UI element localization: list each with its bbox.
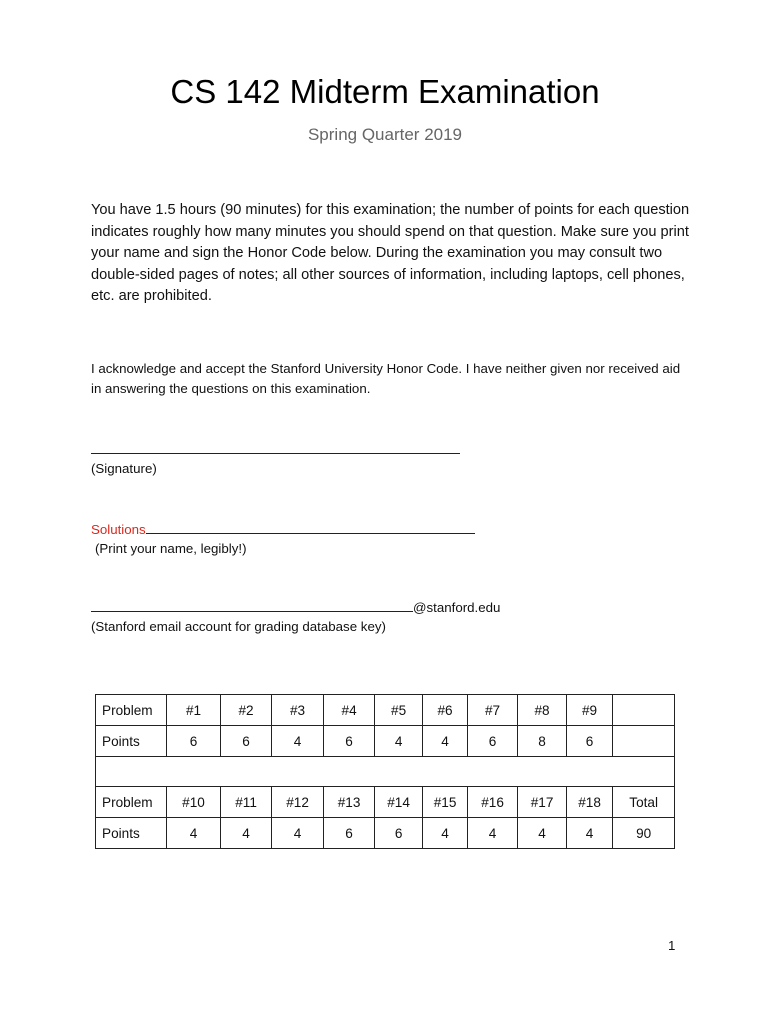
points-cell: 4 [271,818,324,849]
problem-cell: #13 [324,787,375,818]
points-cell [613,726,675,757]
page-title: CS 142 Midterm Examination [170,73,600,110]
problem-cell: #7 [467,695,518,726]
table-row [96,787,675,818]
email-suffix: @stanford.edu [413,600,501,615]
points-cell: 4 [518,818,567,849]
name-blank[interactable] [146,520,475,534]
points-cell: 4 [566,818,612,849]
page-subtitle: Spring Quarter 2019 [307,125,463,144]
problem-label: Problem [96,695,167,726]
table-row [96,818,675,849]
points-cell: 4 [221,818,272,849]
email-blank[interactable] [91,598,413,612]
points-cell: 6 [467,726,518,757]
problem-cell: #14 [374,787,423,818]
points-cell: 8 [518,726,567,757]
problem-cell: #17 [518,787,567,818]
problem-cell: #9 [566,695,612,726]
points-cell: 4 [166,818,221,849]
problem-cell: #11 [221,787,272,818]
points-cell: 4 [423,726,467,757]
total-label-cell: Total [613,787,675,818]
points-cell: 4 [271,726,324,757]
points-cell: 4 [423,818,467,849]
points-label: Points [96,818,167,849]
problem-cell: #15 [423,787,467,818]
exam-instructions: You have 1.5 hours (90 minutes) for this examination; the number of points for each question indicates roughly how many minutes you should spend on that question. Make sure you print your name and sign the Honor Code below. During the examination you may consult two double-sided pages of notes; all other sources of information, including laptops, cell phones, etc. are prohibited. [91,202,690,305]
problem-cell: #6 [423,695,467,726]
spacer-cell [96,757,675,787]
points-cell: 6 [166,726,221,757]
problem-cell: #2 [221,695,272,726]
problem-cell: #4 [324,695,375,726]
points-cell: 6 [566,726,612,757]
signature-line[interactable] [91,440,460,459]
problem-label: Problem [96,787,167,818]
signature-caption: (Signature) [91,461,157,476]
points-cell: 4 [467,818,518,849]
table-row [96,726,675,757]
problem-cell: #16 [467,787,518,818]
problem-cell: #5 [374,695,423,726]
problem-cell: #8 [518,695,567,726]
points-cell: 4 [374,726,423,757]
page-number: 1 [668,938,676,953]
problem-cell: #3 [271,695,324,726]
problem-cell: #1 [166,695,221,726]
total-points-cell: 90 [613,818,675,849]
points-label: Points [96,726,167,757]
email-caption: (Stanford email account for grading database key) [91,619,386,634]
problem-cell [613,695,675,726]
table-row [96,695,675,726]
points-cell: 6 [324,726,375,757]
name-caption: (Print your name, legibly!) [95,541,247,556]
points-cell: 6 [221,726,272,757]
name-value: Solutions [91,522,146,537]
problem-cell: #18 [566,787,612,818]
points-table [95,694,675,849]
problem-cell: #10 [166,787,221,818]
points-cell: 6 [374,818,423,849]
problem-cell: #12 [271,787,324,818]
honor-code-statement: I acknowledge and accept the Stanford University Honor Code. I have neither given nor received aid in answering the questions on this examination. [91,361,681,396]
signature-blank[interactable] [91,440,460,454]
points-cell: 6 [324,818,375,849]
table-spacer-row [96,757,675,787]
email-field[interactable] [91,598,500,617]
name-field[interactable] [91,520,475,539]
